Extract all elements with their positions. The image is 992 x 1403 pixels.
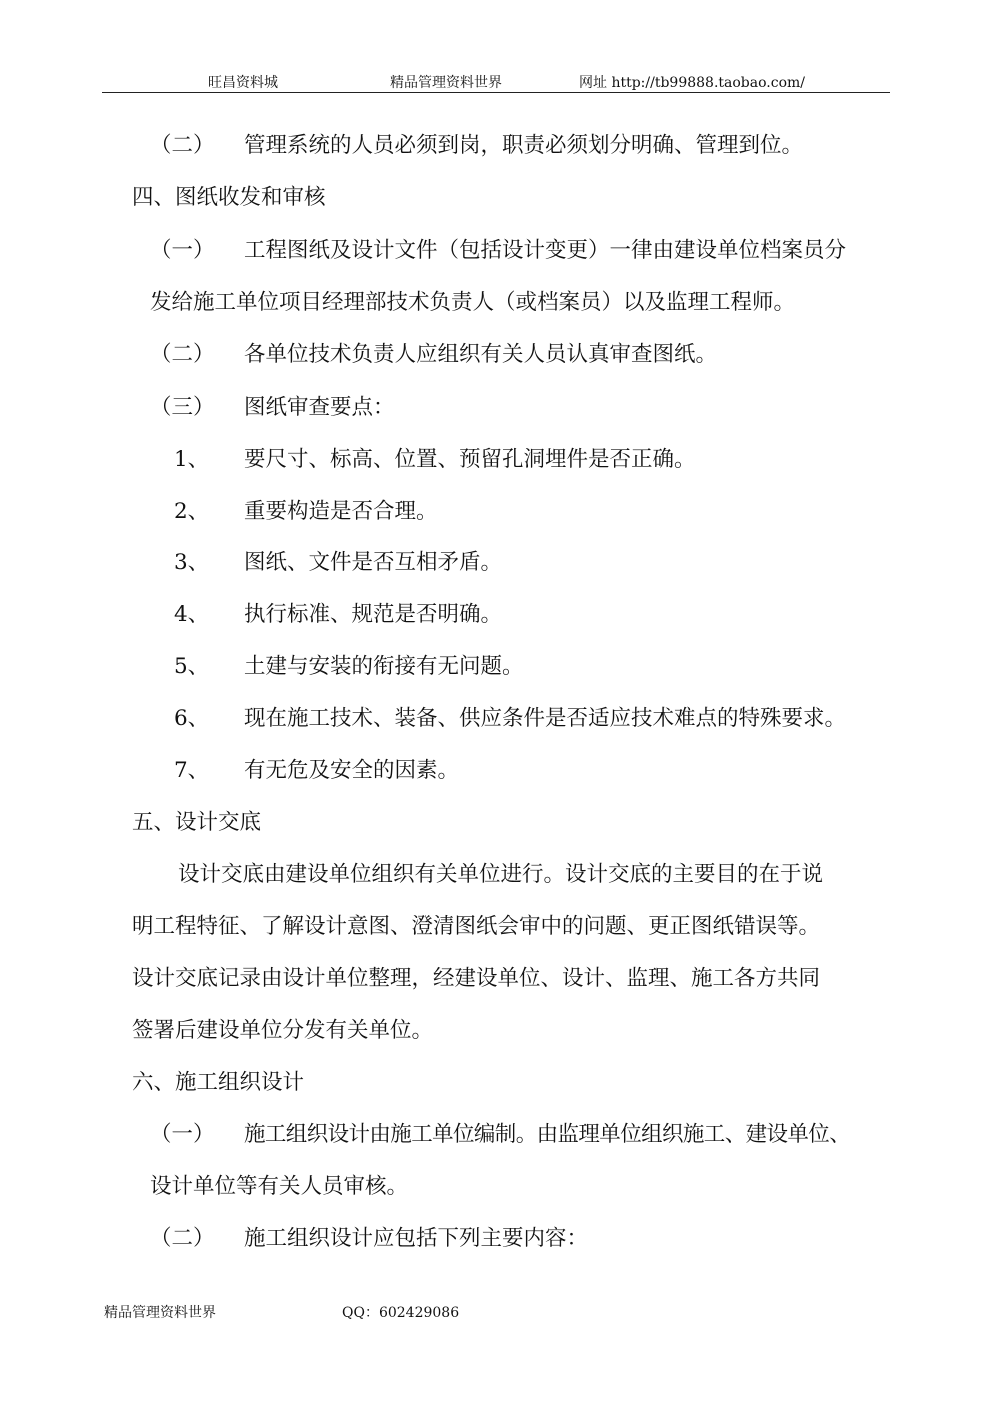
paragraph-line: 工程图纸及设计文件（包括设计变更）一律由建设单位档案员分 (244, 238, 847, 263)
item-number: 4、 (174, 602, 210, 627)
item-number: （二） (150, 133, 215, 158)
item-number: （三） (150, 395, 215, 420)
item-number: 1、 (174, 447, 210, 472)
item-number: （一） (150, 1122, 215, 1147)
list-item: 现在施工技术、装备、供应条件是否适应技术难点的特殊要求。 (244, 706, 847, 731)
paragraph-line: 设计单位等有关人员审核。 (150, 1174, 409, 1199)
footer-qq: QQ：602429086 (342, 1305, 460, 1321)
paragraph-line: 发给施工单位项目经理部技术负责人（或档案员）以及监理工程师。 (150, 290, 796, 315)
header-site-name: 旺昌资料城 (208, 75, 278, 91)
paragraph-line: 各单位技术负责人应组织有关人员认真审查图纸。 (244, 342, 718, 367)
section-heading: 四、图纸收发和审核 (132, 185, 326, 210)
item-number: （一） (150, 238, 215, 263)
paragraph-line: 明工程特征、了解设计意图、澄清图纸会审中的问题、更正图纸错误等。 (132, 914, 821, 939)
item-number: （二） (150, 1226, 215, 1251)
list-item: 执行标准、规范是否明确。 (244, 602, 503, 627)
paragraph-line: 签署后建设单位分发有关单位。 (132, 1018, 434, 1043)
paragraph-line: 施工组织设计应包括下列主要内容： (244, 1226, 589, 1251)
item-number: 6、 (174, 706, 210, 731)
item-number: 5、 (174, 654, 210, 679)
section-heading: 六、施工组织设计 (132, 1070, 305, 1095)
section-heading: 五、设计交底 (132, 810, 262, 835)
paragraph-line: 设计交底由建设单位组织有关单位进行。设计交底的主要目的在于说 (178, 862, 824, 887)
paragraph-line: 管理系统的人员必须到岗，职责必须划分明确、管理到位。 (244, 133, 804, 158)
list-item: 有无危及安全的因素。 (244, 758, 460, 783)
footer-title: 精品管理资料世界 (104, 1305, 216, 1321)
paragraph-line: 施工组织设计由施工单位编制。由监理单位组织施工、建设单位、 (244, 1122, 851, 1147)
header-title: 精品管理资料世界 (390, 75, 502, 91)
paragraph-line: 图纸审查要点： (244, 395, 395, 420)
item-number: 7、 (174, 758, 210, 783)
header-url: 网址 http://tb99888.taobao.com/ (579, 75, 806, 91)
item-number: （二） (150, 342, 215, 367)
list-item: 要尺寸、标高、位置、预留孔洞埋件是否正确。 (244, 447, 696, 472)
item-number: 2、 (174, 499, 210, 524)
item-number: 3、 (174, 550, 210, 575)
list-item: 图纸、文件是否互相矛盾。 (244, 550, 503, 575)
paragraph-line: 设计交底记录由设计单位整理，经建设单位、设计、监理、施工各方共同 (132, 966, 821, 991)
list-item: 重要构造是否合理。 (244, 499, 438, 524)
list-item: 土建与安装的衔接有无问题。 (244, 654, 524, 679)
